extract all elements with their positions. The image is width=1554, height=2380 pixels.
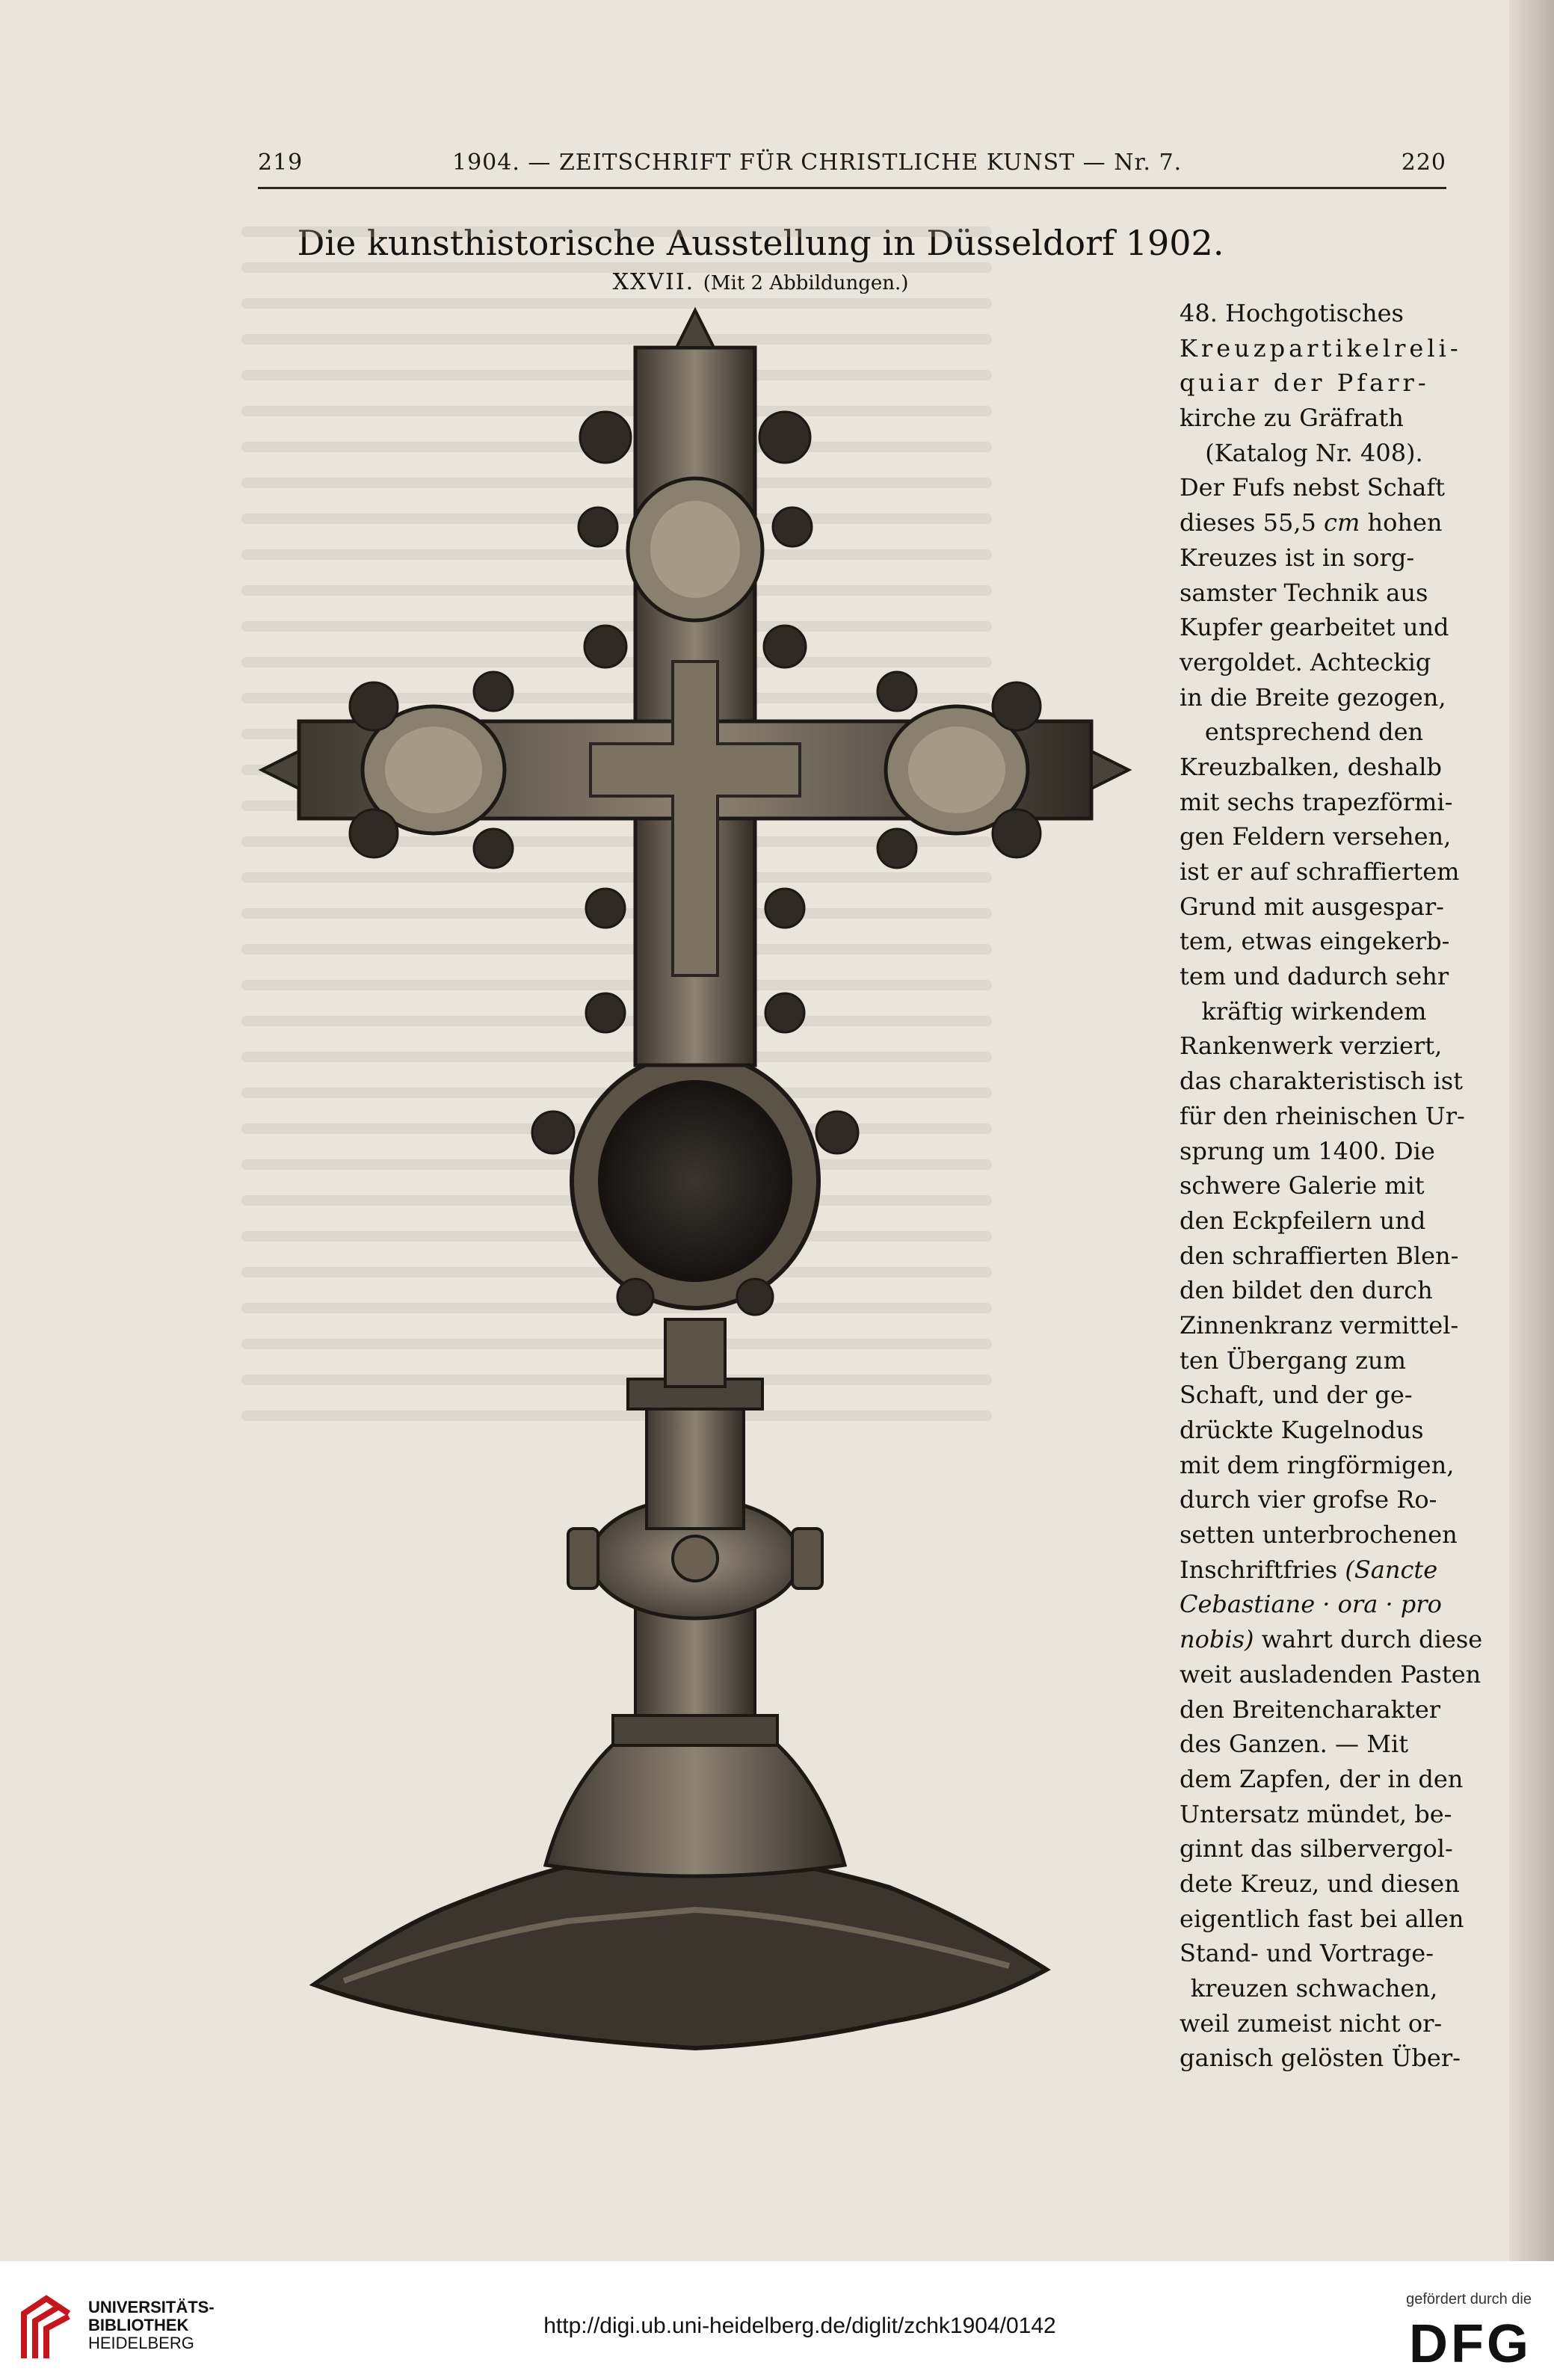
- library-name-line: HEIDELBERG: [88, 2334, 194, 2352]
- text-line: quiar der Pfarr-: [1180, 369, 1430, 398]
- text-line: Kreuzpartikelreli-: [1180, 333, 1462, 363]
- text-line: Kreuzes ist in sorg-: [1180, 543, 1415, 572]
- text-line: samster Technik aus: [1180, 578, 1428, 607]
- figures-note: (Mit 2 Abbildungen.): [703, 272, 909, 295]
- text-line: durch vier grofse Ro-: [1180, 1485, 1437, 1514]
- journal-header: 1904. — ZEITSCHRIFT FÜR CHRISTLICHE KUNST — Nr. 7.: [452, 149, 1183, 176]
- text-column: [1180, 296, 1483, 2076]
- text-line: mit dem ringförmigen,: [1180, 1450, 1455, 1479]
- text-fragment-italic: cm: [1324, 508, 1360, 537]
- text-line: tem, etwas eingekerb-: [1180, 927, 1450, 956]
- text-line: entsprechend den: [1204, 718, 1424, 747]
- text-line: Rankenwerk verziert,: [1180, 1032, 1443, 1061]
- text-fragment: Inschriftfries: [1180, 1555, 1338, 1584]
- text-line: den schraffierten Blen-: [1180, 1241, 1459, 1270]
- text-line: [1180, 1622, 1483, 1657]
- text-line: Kupfer gearbeitet und: [1180, 613, 1449, 642]
- text-line: kirche zu Gräfrath: [1180, 404, 1404, 433]
- text-fragment: hohen: [1367, 508, 1443, 537]
- text-line: gen Feldern versehen,: [1180, 822, 1452, 851]
- text-line: den bildet den durch: [1180, 1276, 1433, 1305]
- text-line: Schaft, und der ge-: [1180, 1381, 1413, 1410]
- library-name: [88, 2299, 215, 2352]
- text-line: vergoldet. Achteckig: [1180, 647, 1431, 676]
- funder-caption: gefördert durch die: [1406, 2291, 1532, 2307]
- section-number: XXVII.: [612, 269, 695, 295]
- text-line: kräftig wirkendem: [1201, 996, 1427, 1026]
- text-line: mit sechs trapezförmi-: [1180, 787, 1453, 816]
- header-rule: [258, 187, 1446, 189]
- text-line: [1180, 505, 1449, 540]
- text-line: Kreuzbalken, deshalb: [1180, 752, 1442, 781]
- text-fragment-italic: (Sancte: [1345, 1555, 1438, 1584]
- text-line: für den rheinischen Ur-: [1180, 1101, 1465, 1130]
- text-line: Stand- und Vortrage-: [1180, 1939, 1434, 1968]
- text-line: in die Breite gezogen,: [1180, 682, 1446, 712]
- footer-bar: [0, 2261, 1554, 2380]
- permalink-url[interactable]: http://digi.ub.uni-heidelberg.de/diglit/zchk1904/0142: [543, 2313, 1056, 2338]
- text-line: drückte Kugelnodus: [1180, 1416, 1424, 1444]
- university-library-logo-icon: [16, 2291, 76, 2366]
- text-line: eigentlich fast bei allen: [1180, 1904, 1464, 1933]
- article-title: Die kunsthistorische Ausstellung in Düsseldorf 1902.: [297, 223, 1224, 263]
- text-line: das charakteristisch ist: [1180, 1067, 1464, 1096]
- text-line: [1180, 1553, 1449, 1588]
- text-line: dete Kreuz, und diesen: [1180, 1869, 1460, 1898]
- dfg-logo: DFG: [1409, 2314, 1532, 2374]
- text-line: 48. Hochgotisches: [1180, 299, 1404, 327]
- text-line: sprung um 1400. Die: [1180, 1136, 1435, 1165]
- text-fragment: wahrt durch diese: [1261, 1625, 1483, 1654]
- text-line: weil zumeist nicht or-: [1180, 2008, 1443, 2038]
- text-line: ten Übergang zum: [1180, 1345, 1406, 1375]
- running-head: [258, 149, 1446, 187]
- text-line: tem und dadurch sehr: [1180, 962, 1449, 991]
- text-line: ganisch gelösten Über-: [1180, 2044, 1461, 2073]
- text-line: ginnt das silbervergol-: [1180, 1834, 1453, 1863]
- text-line: ist er auf schraffiertem: [1180, 857, 1460, 886]
- page-number-left: 219: [258, 149, 303, 176]
- text-line: weit ausladenden Pasten: [1180, 1659, 1481, 1689]
- page-edge-shadow: [1509, 0, 1554, 2261]
- page-number-right: 220: [1401, 149, 1446, 176]
- text-line: Untersatz mündet, be-: [1180, 1799, 1452, 1828]
- text-line: setten unterbrochenen: [1180, 1520, 1458, 1550]
- reliquary-cross-illustration: [217, 303, 1181, 2082]
- text-line: Der Fufs nebst Schaft: [1180, 473, 1446, 502]
- text-fragment-italic: nobis): [1180, 1625, 1254, 1654]
- library-name-line: BIBLIOTHEK: [88, 2316, 189, 2334]
- text-line: (Katalog Nr. 408).: [1205, 438, 1423, 467]
- text-fragment: dieses 55,5: [1180, 508, 1316, 537]
- text-line: des Ganzen. — Mit: [1180, 1730, 1409, 1759]
- text-line: den Breitencharakter: [1180, 1695, 1441, 1724]
- text-line: schwere Galerie mit: [1180, 1171, 1425, 1200]
- text-line: Grund mit ausgespar-: [1180, 892, 1444, 921]
- text-line: Zinnenkranz vermittel-: [1180, 1310, 1459, 1339]
- text-line: den Eckpfeilern und: [1180, 1206, 1426, 1235]
- text-line: dem Zapfen, der in den: [1180, 1764, 1464, 1793]
- text-line: kreuzen schwachen,: [1190, 1974, 1438, 2003]
- text-line: Cebastiane · ora · pro: [1180, 1590, 1442, 1619]
- library-name-line: UNIVERSITÄTS-: [88, 2298, 215, 2316]
